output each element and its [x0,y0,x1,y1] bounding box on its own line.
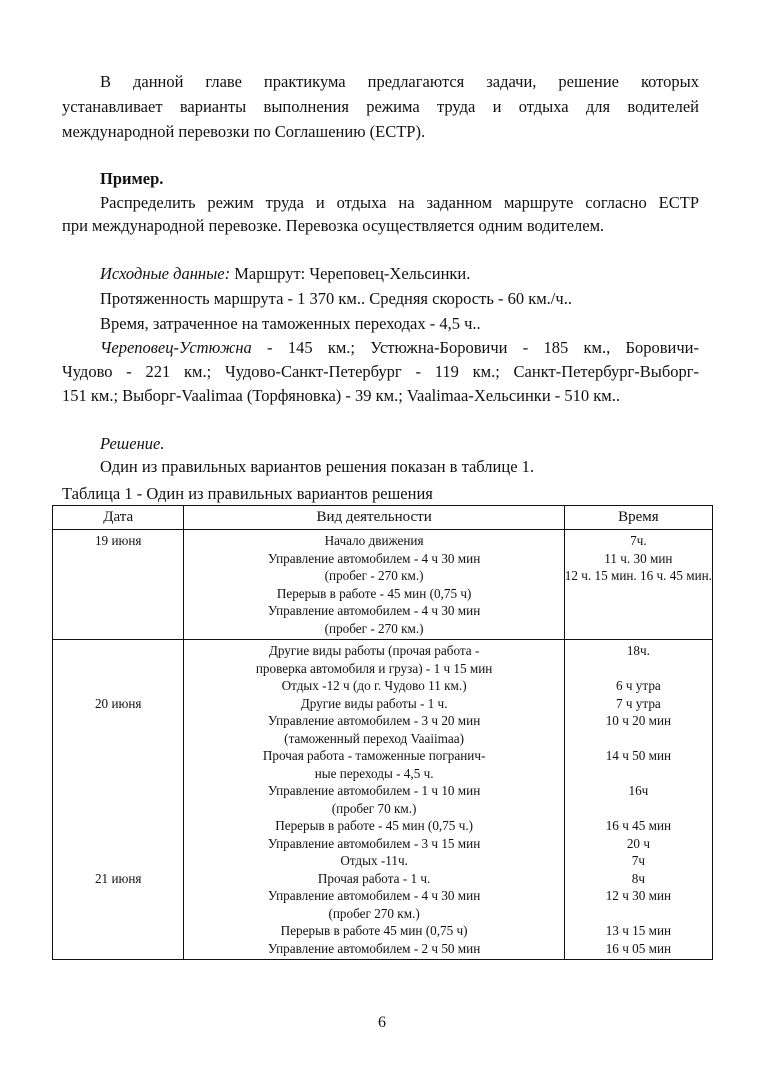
time-line [565,620,712,638]
activity-line: (таможенный переход Vaaiimaa) [284,730,465,746]
date-line [53,800,183,818]
activity-cell [184,530,564,640]
solution-label: Решение. [100,434,165,453]
time-line: 16ч [628,783,649,798]
activity-line: Перерыв в работе - 45 мин (0,75 ч.) [275,818,474,833]
time-line: 12 ч 30 мин [605,888,672,903]
example-line-1: Распределить режим труда и отдыха на заданном маршруте согласно ЕСТР [100,193,699,212]
time-line: 7ч [631,853,645,868]
activity-line: Управление автомобилем - 3 ч 15 мин [267,835,481,851]
activity-line: Управление автомобилем - 3 ч 20 мин [267,713,481,728]
activity-line: Прочая работа - таможенные погранич- [262,748,486,763]
solution-text: Один из правильных вариантов решения показан в таблице 1. [100,457,535,476]
activity-cell [184,640,564,960]
date-line: 19 июня [94,533,142,548]
segments-line-3: 151 км.; Выборг-Vaalimaa (Торфяновка) - 39 км.; Vaalimaa-Хельсинки - 510 км.. [62,386,620,405]
table-row [53,530,713,640]
activity-line: Отдых -11ч. [340,853,408,868]
date-line [53,765,183,783]
segments-line-2: Чудово - 221 км.; Чудово-Санкт-Петербург - 119 км.; Санкт-Петербург-Выборг- [62,362,699,381]
date-line [53,660,183,678]
time-line: 12 ч. 15 мин. 16 ч. 45 мин. [564,568,712,583]
time-line: 8ч [631,870,645,886]
segments-line-1 [62,335,699,360]
activity-line: Управление автомобилем - 4 ч 30 мин [267,888,481,903]
time-line: 10 ч 20 мин [605,713,672,728]
activity-line: Отдых -12 ч (до г. Чудово 11 км.) [281,678,467,693]
time-line: 7 ч утра [615,695,661,711]
date-line [53,712,183,730]
activity-line: (пробег - 270 км.) [324,568,424,583]
time-line: 18ч. [626,643,650,658]
activity-line: проверка автомобиля и груза) - 1 ч 15 мин [255,660,493,676]
table-header-row [53,506,713,530]
time-line: 13 ч 15 мин [605,923,672,938]
activity-line: Другие виды работы (прочая работа - [268,643,480,658]
date-line: 21 июня [94,870,142,886]
activity-line: (пробег 270 км.) [328,905,420,921]
table-row [53,640,713,960]
activity-line: (пробег 70 км.) [331,800,417,816]
time-line: 16 ч 45 мин [605,818,672,833]
activity-line: Управление автомобилем - 4 ч 30 мин [267,603,481,618]
activity-line: Другие виды работы - 1 ч. [300,695,448,711]
time-cell [564,640,712,960]
date-line [53,747,183,765]
time-line: 7ч. [630,533,647,548]
activity-line: Начало движения [324,533,424,548]
activity-line: (пробег - 270 км.) [324,620,424,636]
table-caption: Таблица 1 - Один из правильных вариантов решения [62,484,433,503]
date-line [53,677,183,695]
activity-line: Управление автомобилем - 2 ч 50 мин [267,940,481,956]
date-line [53,817,183,835]
intro-line-3: международной перевозки по Соглашению (ЕСТР). [62,122,426,141]
header-activity: Вид деятельности [184,506,564,530]
time-line [565,660,712,678]
date-line [53,922,183,940]
date-line [53,905,183,923]
example-heading: Пример. [100,169,164,188]
date-cell [53,530,184,640]
date-line [53,730,183,748]
time-line: 6 ч утра [615,678,661,693]
activity-line: Управление автомобилем - 1 ч 10 мин [267,783,481,798]
activity-line: Перерыв в работе 45 мин (0,75 ч) [280,923,468,938]
activity-line: Управление автомобилем - 4 ч 30 мин [267,550,481,566]
initial-data-line [62,261,699,286]
intro-line-2: устанавливает варианты выполнения режима труда и отдыха для водителей [62,97,699,116]
time-line [565,905,712,923]
date-cell [53,640,184,960]
time-line [565,585,712,603]
time-line: 20 ч [626,835,650,851]
segments-text-1: - 145 км.; Устюжна-Боровичи - 185 км., Боровичи- [251,338,699,357]
time-line [565,800,712,818]
initial-data-label: Исходные данные: [100,264,231,283]
date-line [53,642,183,660]
date-line [53,782,183,800]
activity-line: Перерыв в работе - 45 мин (0,75 ч) [276,585,472,601]
time-cell [564,530,712,640]
time-line: 16 ч 05 мин [605,940,672,956]
activity-line: Прочая работа - 1 ч. [317,870,431,886]
segments-label: Череповец-Устюжна [100,338,252,357]
schedule-table [52,505,713,960]
date-line [53,887,183,905]
time-line [565,602,712,620]
date-line [53,835,183,853]
time-line [565,765,712,783]
activity-line: ные переходы - 4,5 ч. [314,765,434,781]
intro-line-1: В данной главе практикума предлагаются задачи, решение которых [100,72,699,91]
header-date: Дата [53,506,184,530]
time-line: 14 ч 50 мин [605,748,672,763]
date-line: 20 июня [94,695,142,711]
customs-time: Время, затраченное на таможенных переходах - 4,5 ч.. [100,314,481,333]
route-length: Протяженность маршрута - 1 370 км.. Средняя скорость - 60 км./ч.. [100,289,572,308]
example-line-2: при международной перевозке. Перевозка осуществляется одним водителем. [62,216,605,235]
page-number: 6 [378,1014,386,1031]
time-line: 11 ч. 30 мин [604,550,673,566]
date-line [53,940,183,958]
header-time: Время [564,506,712,530]
route-text: Маршрут: Череповец-Хельсинки. [230,264,471,283]
time-line [565,730,712,748]
date-line [53,852,183,870]
